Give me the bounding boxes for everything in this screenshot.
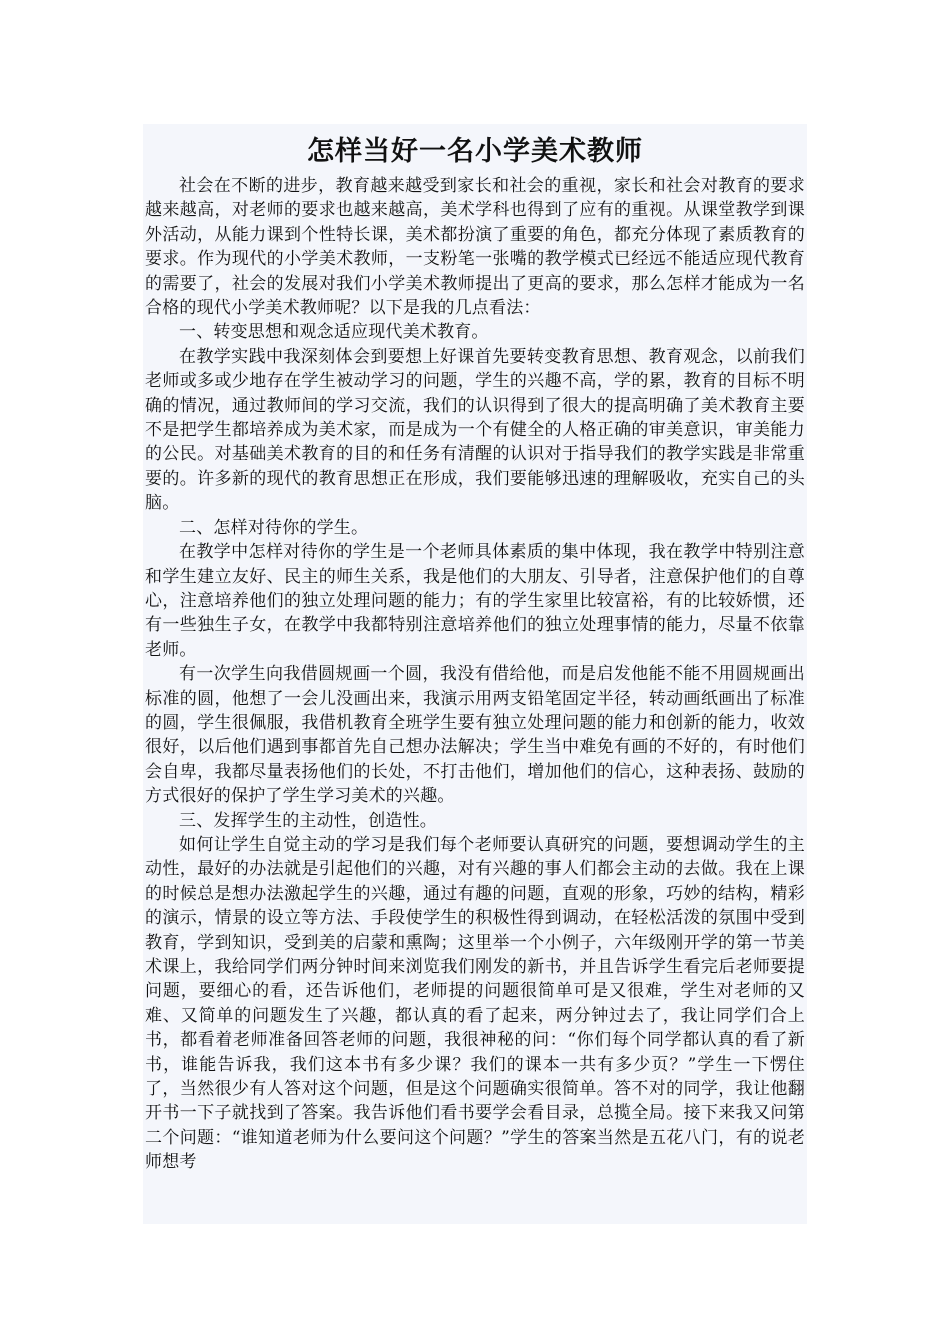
paragraph-intro: 社会在不断的进步，教育越来越受到家长和社会的重视，家长和社会对教育的要求越来越高，对老师的要求也越来越高，美术学科也得到了应有的重视。从课堂教学到课外活动，从能力课到个性特长课，美术都扮演了重要的角色，都充分体现了素质教育的要求。作为现代的小学美术教师，一支粉笔一张嘴的教学模式已经远不能适应现代教育的需要了，社会的发展对我们小学美术教师提出了更高的要求，那么怎样才能成为一名合格的现代小学美术教师呢？以下是我的几点看法： (145, 176, 805, 319)
section-heading-3: 三、发挥学生的主动性，创造性。 (179, 810, 437, 831)
section-heading-2: 二、怎样对待你的学生。 (179, 517, 369, 538)
paragraph-section-1: 在教学实践中我深刻体会到要想上好课首先要转变教育思想、教育观念，以前我们老师或多或少地存在学生被动学习的问题，学生的兴趣不高，学的累，教育的目标不明确的情况，通过教师间的学习交流，我们的认识得到了很大的提高明确了美术教育主要不是把学生都培养成为美术家，而是成为一个有健全的人格正确的审美意识，审美能力的公民。对基础美术教育的目的和任务有清醒的认识对于指导我们的教学实践是非常重要的。许多新的现代的教育思想正在形成，我们要能够迅速的理解吸收，充实自己的头脑。 (145, 346, 805, 514)
paragraph-example-compass: 有一次学生向我借圆规画一个圆，我没有借给他，而是启发他能不能不用圆规画出标准的圆，他想了一会儿没画出来，我演示用两支铅笔固定半径，转动画纸画出了标准的圆，学生很佩服，我借机教育全班学生要有独立处理问题的能力和创新的能力，收效很好，以后他们遇到事都首先自己想办法解决；学生当中难免有画的不好的，有时他们会自卑，我都尽量表扬他们的长处，不打击他们，增加他们的信心，这种表扬、鼓励的方式很好的保护了学生学习美术的兴趣。 (145, 664, 805, 807)
section-heading-1: 一、转变思想和观念适应现代美术教育。 (179, 322, 489, 343)
document-title: 怎样当好一名小学美术教师 (307, 136, 643, 167)
paragraph-section-2: 在教学中怎样对待你的学生是一个老师具体素质的集中体现，我在教学中特别注意和学生建立友好、民主的师生关系，我是他们的大朋友、引导者，注意保护他们的自尊心，注意培养他们的独立处理问题的能力；有的学生家里比较富裕，有的比较娇惯，还有一些独生子女，在教学中我都特别注意培养他们的独立处理事情的能力，尽量不依靠老师。 (145, 542, 805, 660)
paragraph-section-3: 如何让学生自觉主动的学习是我们每个老师要认真研究的问题，要想调动学生的主动性，最好的办法就是引起他们的兴趣，对有兴趣的事人们都会主动的去做。我在上课的时候总是想办法激起学生的兴趣，通过有趣的问题，直观的形象，巧妙的结构，精彩的演示，情景的设立等方法、手段使学生的积极性得到调动，在轻松活泼的氛围中受到教育，学到知识，受到美的启蒙和熏陶；这里举一个小例子，六年级刚开学的第一节美术课上，我给同学们两分钟时间来浏览我们刚发的新书，并且告诉学生看完后老师要提问题，要细心的看，还告诉他们，老师提的问题很简单可是又很难，学生对老师的又难、又简单的问题发生了兴趣，都认真的看了起来，两分钟过去了，我让同学们合上书，都看着老师准备回答老师的问题，我很神秘的问：“你们每个同学都认真的看了新书，谁能告诉我，我们这本书有多少课？我们的课本一共有多少页？”学生一下愣住了，当然很少有人答对这个问题，但是这个问题确实很简单。答不对的同学，我让他翻开书一下子就找到了答案。我告诉他们看书要学会看目录，总揽全局。接下来我又问第二个问题：“谁知道老师为什么要问这个问题？”学生的答案当然是五花八门，有的说老师想考 (145, 834, 805, 1173)
document-page (143, 124, 807, 1224)
